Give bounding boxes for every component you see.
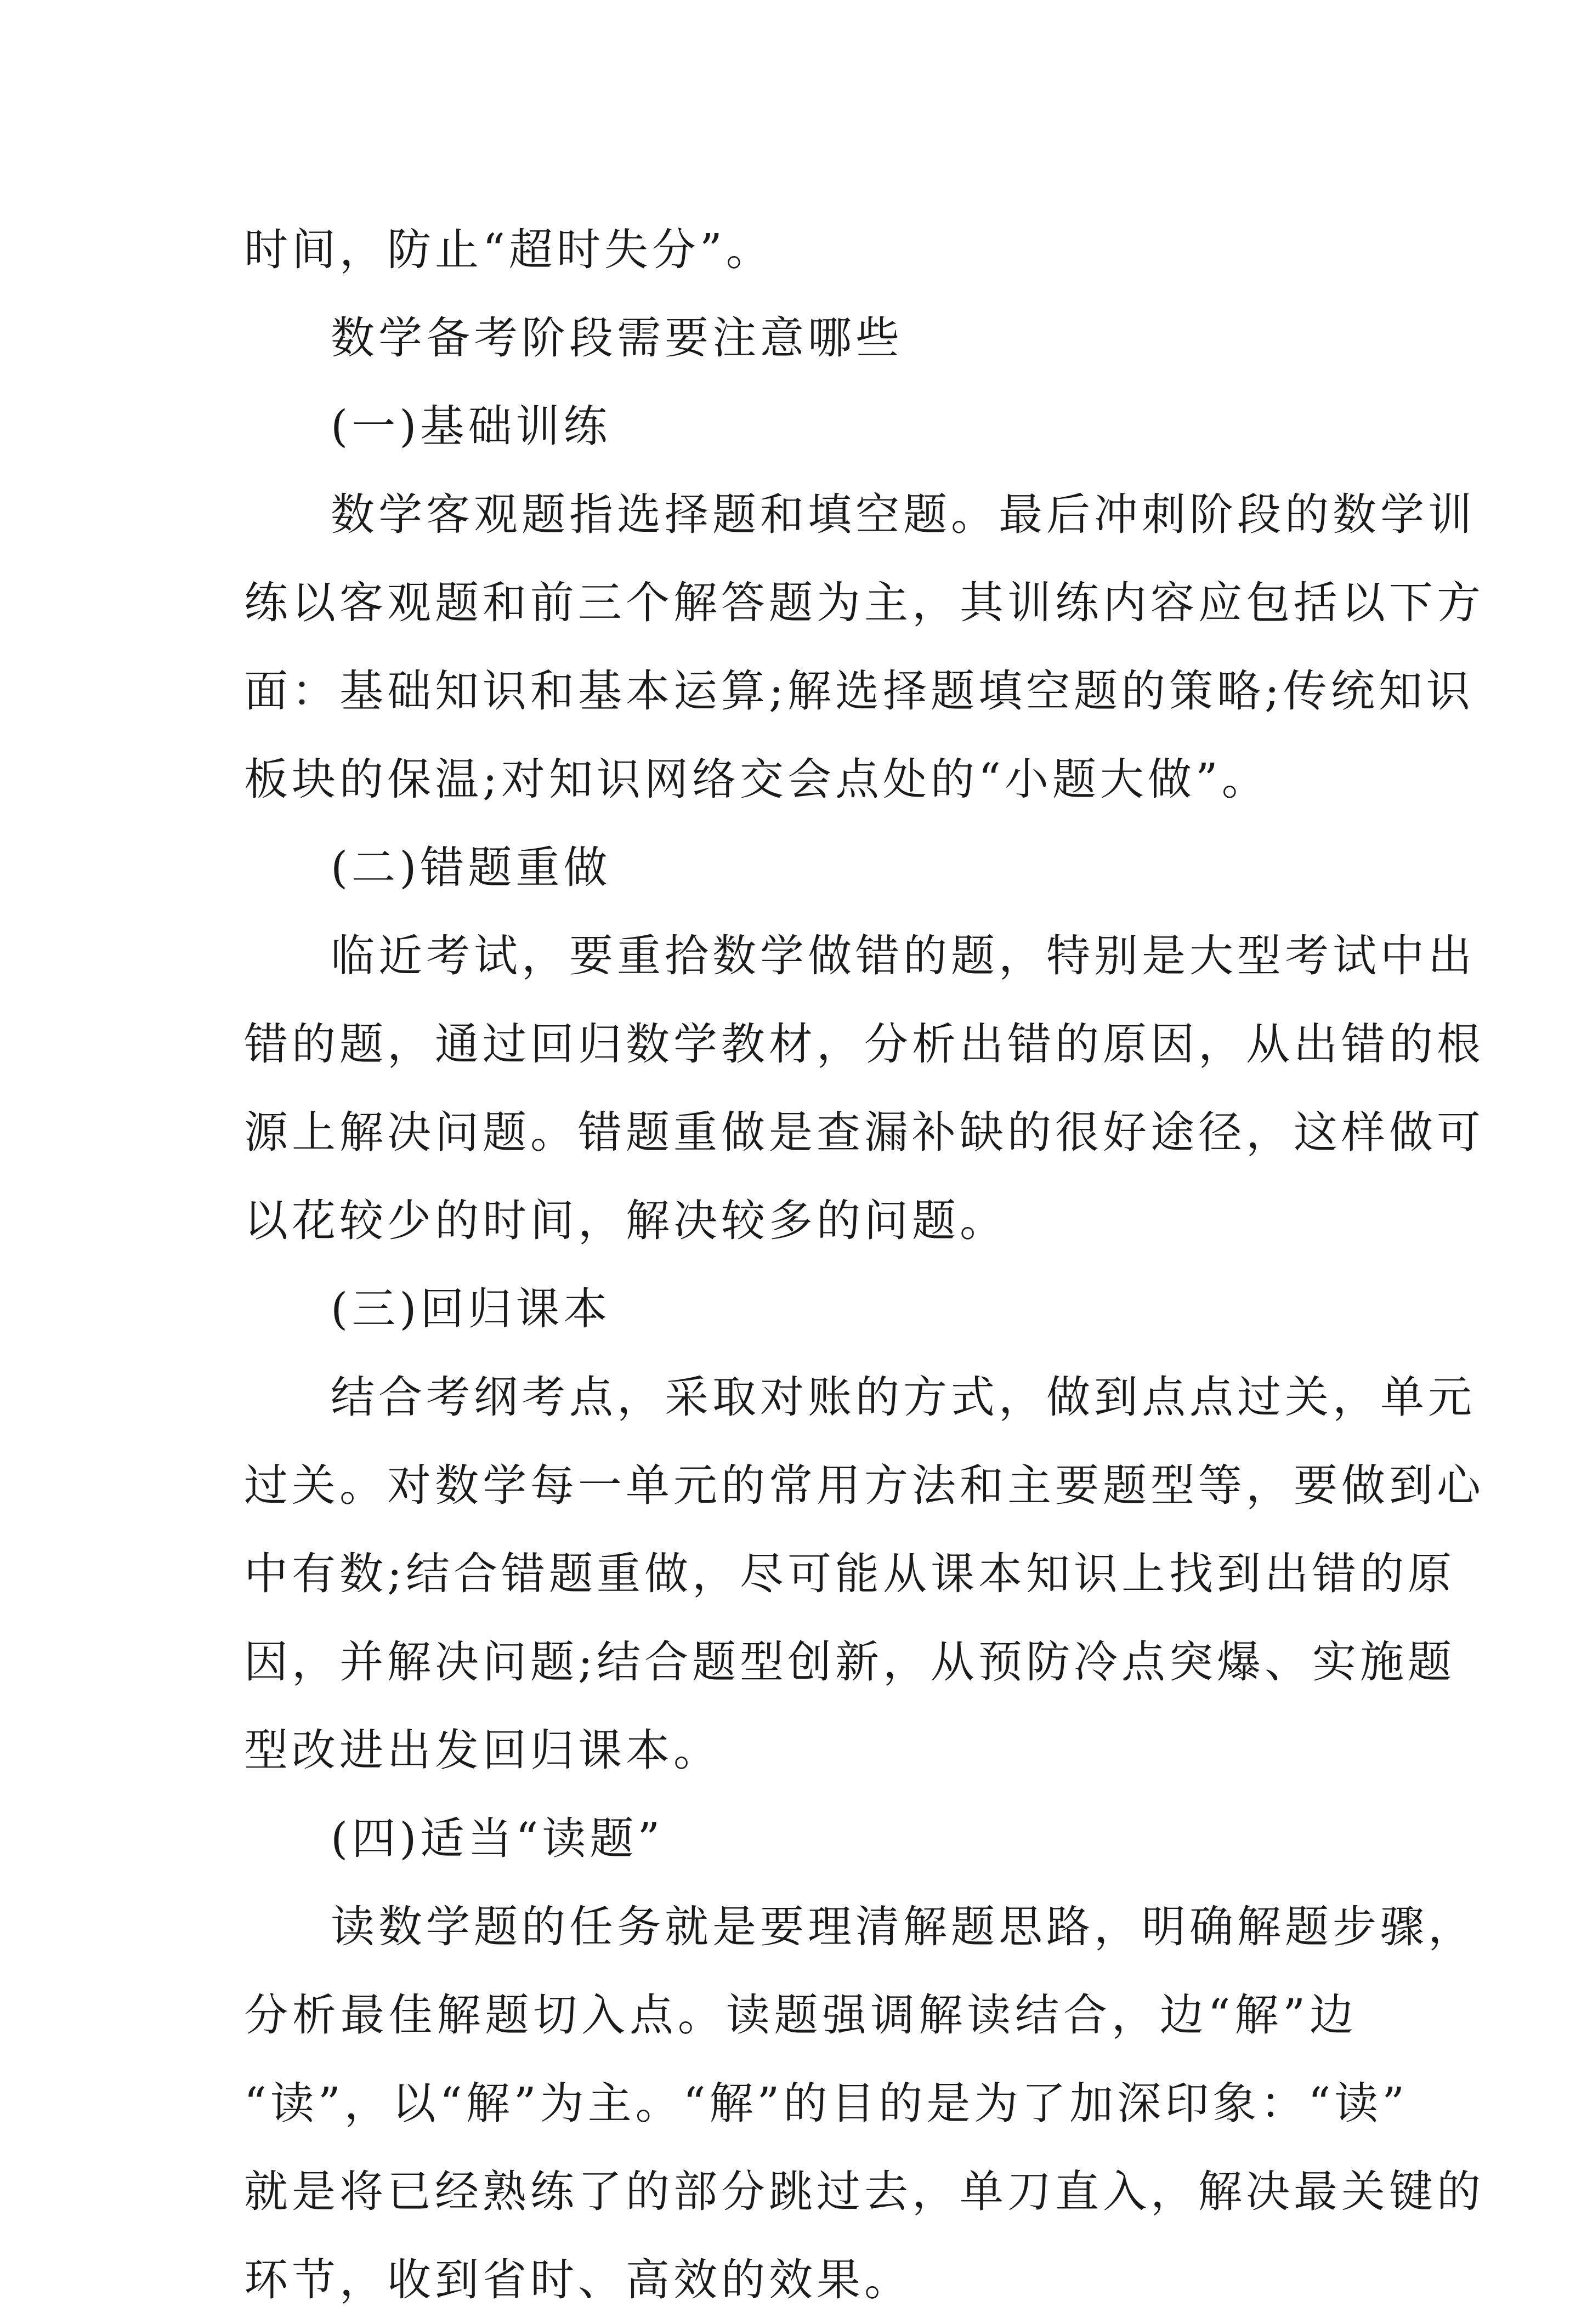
text-line: 数学备考阶段需要注意哪些 xyxy=(331,312,903,363)
text-line: 面：基础知识和基本运算;解选择题填空题的策略;传统知识 xyxy=(244,666,1474,717)
text-line: 错的题，通过回归数学教材，分析出错的原因，从出错的根 xyxy=(244,1019,1484,1070)
text-line: 数学客观题指选择题和填空题。最后冲刺阶段的数学训 xyxy=(331,489,1476,540)
text-line: (二)错题重做 xyxy=(331,842,611,893)
text-line: (四)适当“读题” xyxy=(331,1813,664,1864)
text-line: (三)回归课本 xyxy=(331,1283,611,1334)
text-line: 过关。对数学每一单元的常用方法和主要题型等，要做到心 xyxy=(244,1460,1484,1511)
text-line: 型改进出发回归课本。 xyxy=(244,1725,721,1776)
text-line: 环节，收到省时、高效的效果。 xyxy=(244,2254,912,2305)
text-line: 结合考纲考点，采取对账的方式，做到点点过关，单元 xyxy=(331,1372,1476,1423)
text-line: 板块的保温;对知识网络交会点处的“小题大做”。 xyxy=(244,754,1269,805)
text-line: 就是将已经熟练了的部分跳过去，单刀直入，解决最关键的 xyxy=(244,2166,1484,2217)
text-line: 时间，防止“超时失分”。 xyxy=(244,224,774,275)
text-line: (一)基础训练 xyxy=(331,401,611,452)
text-line: 因，并解决问题;结合题型创新，从预防冷点突爆、实施题 xyxy=(244,1637,1455,1687)
text-line: 中有数;结合错题重做，尽可能从课本知识上找到出错的原 xyxy=(244,1548,1455,1599)
text-line: 读数学题的任务就是要理清解题思路，明确解题步骤， xyxy=(331,1901,1476,1952)
text-line: 源上解决问题。错题重做是查漏补缺的很好途径，这样做可 xyxy=(244,1107,1484,1158)
text-line: “读”，以“解”为主。“解”的目的是为了加深印象：“读” xyxy=(244,2078,1409,2129)
document-body xyxy=(244,206,1484,2324)
text-line: 以花较少的时间，解决较多的问题。 xyxy=(244,1195,1007,1246)
text-line: 练以客观题和前三个解答题为主，其训练内容应包括以下方 xyxy=(244,577,1484,628)
text-line: 临近考试，要重拾数学做错的题，特别是大型考试中出 xyxy=(331,930,1476,981)
text-line: 分析最佳解题切入点。读题强调解读结合，边“解”边 xyxy=(244,1990,1357,2041)
